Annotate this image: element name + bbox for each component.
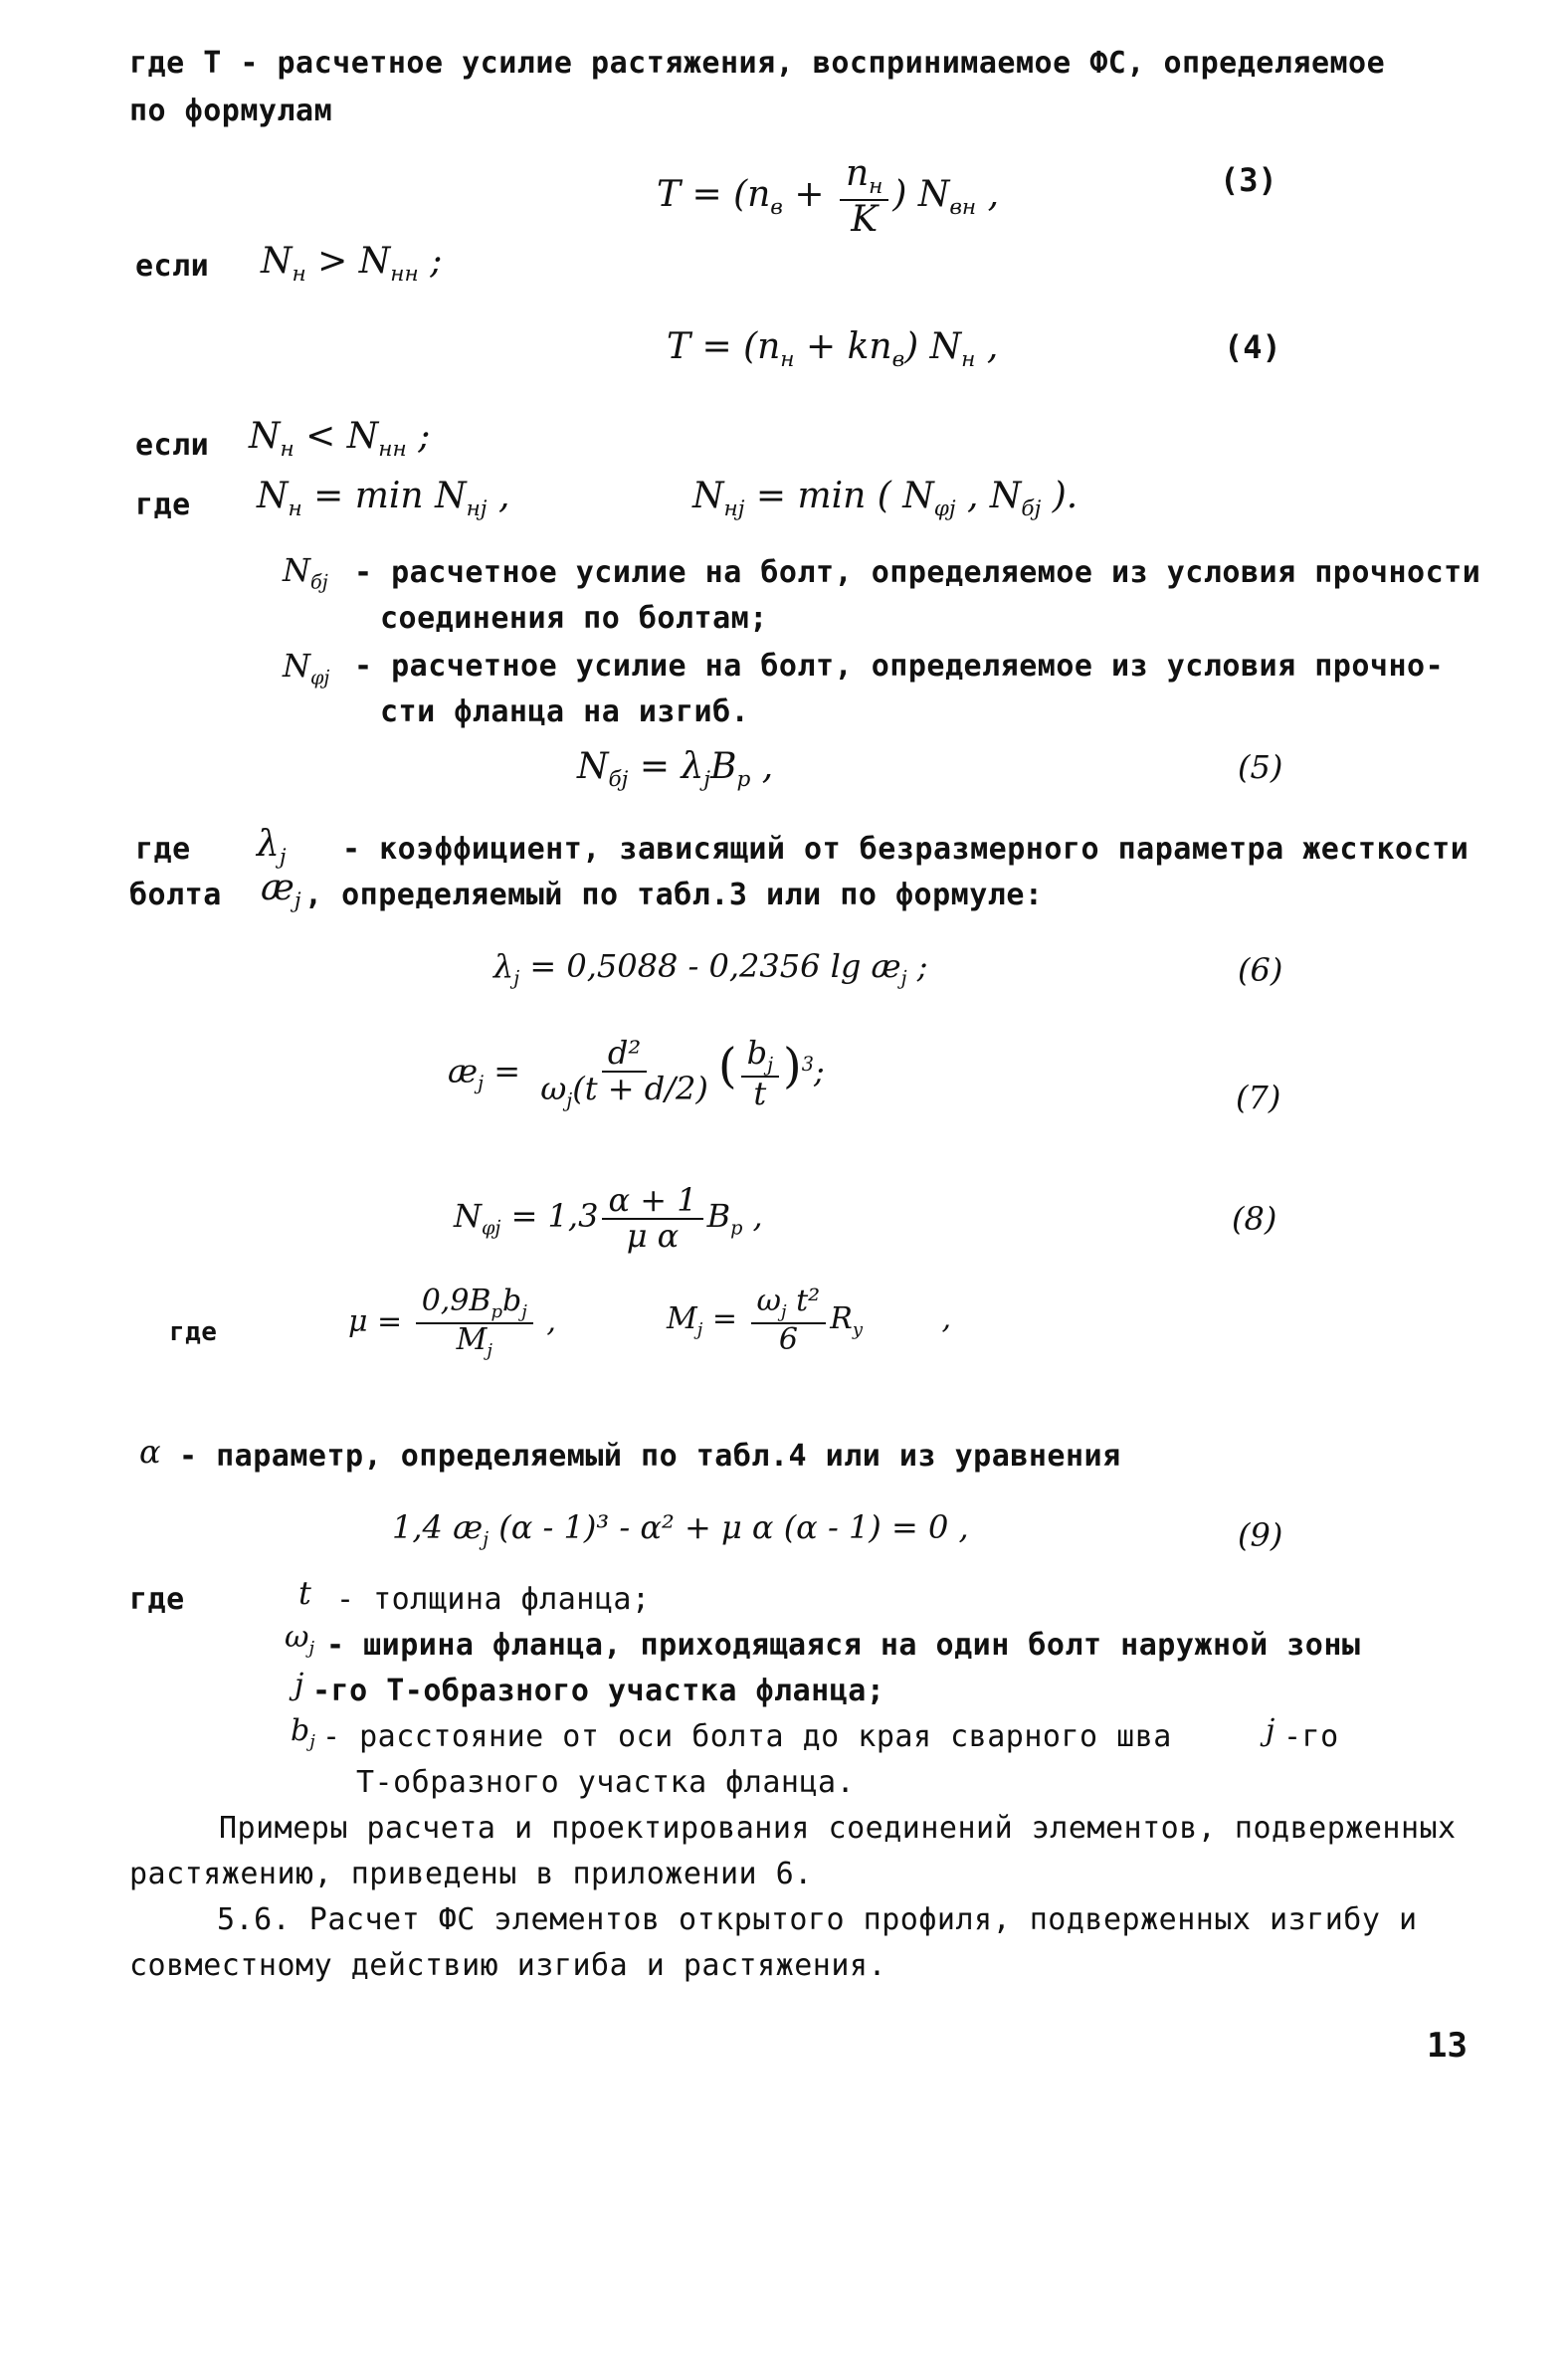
t-symbol: t <box>298 1574 311 1612</box>
w-line-2-j: j <box>294 1668 304 1702</box>
formula-4-number: (4) <box>1224 328 1281 366</box>
section-heading-line-2: совместному действию изгиба и растяжения. <box>129 1948 887 1983</box>
nb-line-2: соединения по болтам; <box>380 601 768 636</box>
condition-2-word: если <box>135 428 210 463</box>
w-symbol: $\omega_j$ <box>285 1620 315 1659</box>
formula-6-number: (6) <box>1238 951 1283 989</box>
para-1-line-2: растяжению, приведены в приложении 6. <box>129 1857 813 1891</box>
nf-line-1: - расчетное усилие на болт, определяемое из условия прочно- <box>354 649 1445 684</box>
lambda-where-word: где <box>135 832 191 867</box>
lambda-line-1: - коэффициент, зависящий от безразмерного параметра жесткости <box>342 832 1470 867</box>
formula-9-number: (9) <box>1238 1516 1283 1554</box>
formula-3: $T = (n_в$ + $\frac{n_н}{K}$ ) $N_{вн}$ , <box>657 153 1000 240</box>
b-symbol: $b_j$ <box>291 1713 315 1752</box>
w-line-2: -го Т-образного участка фланца; <box>312 1674 885 1708</box>
mu-definition: μ = $\frac{0,9B_pb_j}{M_j}$ , <box>348 1284 556 1361</box>
nf-line-2: сти фланца на изгиб. <box>380 694 750 729</box>
lambda-line-2: , определяемый по табл.3 или по формуле: <box>304 878 1044 912</box>
condition-1-word: если <box>135 249 210 284</box>
nb-symbol: $N_{бj}$ <box>283 551 328 594</box>
where-3-word: где <box>129 1582 185 1617</box>
b-line-1-j: j <box>1266 1713 1275 1748</box>
formula-8-number: (8) <box>1232 1200 1277 1238</box>
lambda-symbol: $\lambda_j$ <box>257 824 287 871</box>
b-line-1-end: -го <box>1283 1719 1339 1754</box>
w-line-1: - ширина фланца, приходящаяся на один болт наружной зоны <box>326 1628 1361 1663</box>
intro-line-2: по формулам <box>129 94 333 128</box>
formula-7: $æ_j$ = $\frac{\text{d²}}{\omega_j(t + d/2)}$ ( $\frac{b_j}{t}$ )$^3$; <box>448 1034 825 1112</box>
alpha-symbol: α <box>139 1433 161 1471</box>
formula-8: $N_{\varphi j} = 1,3$ $\frac{\alpha + 1}{\text{μ α}}$ $B_p$ , <box>454 1181 763 1255</box>
where-2-word: где <box>169 1317 218 1347</box>
formula-5: $N_{бj} = \lambda_jB_p$ , <box>577 746 774 793</box>
where-1-word: где <box>135 488 191 522</box>
condition-1-expression: $N_н > N_{нн}$ ; <box>261 241 443 288</box>
condition-2-expression: $N_н < N_{нн}$ ; <box>249 416 431 463</box>
nf-symbol: $N_{\varphi j}$ <box>283 647 330 690</box>
t-line: - толщина фланца; <box>336 1582 651 1617</box>
nb-line-1: - расчетное усилие на болт, определяемое из условия прочности <box>354 555 1481 590</box>
formula-9: 1,4 $æ_j$ (α - 1)³ - α² + μ α (α - 1) = 0 , <box>392 1508 969 1551</box>
formula-4: $T = (n_н + kn_в)$ $N_н$ , <box>667 326 999 373</box>
intro-line-1: где Т - расчетное усилие растяжения, воспринимаемое ФС, определяемое <box>129 46 1386 81</box>
where-1-expression-b: $N_{нj} = \min$ ( $N_{\varphi j}$ , $N_{бj}$ ). <box>692 476 1078 522</box>
section-heading-line-1: 5.6. Расчет ФС элементов открытого профиля, подверженных изгибу и <box>217 1902 1418 1937</box>
b-line-1: - расстояние от оси болта до края сварного шва <box>322 1719 1172 1754</box>
alpha-line: - параметр, определяемый по табл.4 или из уравнения <box>179 1439 1121 1474</box>
formula-7-number: (7) <box>1236 1079 1281 1116</box>
formula-3-number: (3) <box>1220 161 1277 199</box>
m-definition: $M_j$ = $\frac{\omega_j t^2}{6}$ $R_y$ , <box>667 1284 952 1357</box>
where-1-expression-a: $N_н = \min N_{нj}$ , <box>257 476 510 522</box>
page-number: 13 <box>1427 2026 1468 2066</box>
formula-6: $\lambda_j = 0,5088 - 0,2356$ $\lg æ_j$ ; <box>493 947 928 990</box>
para-1-line-1: Примеры расчета и проектирования соединений элементов, подверженных <box>219 1811 1457 1846</box>
kappa-symbol: $æ_j$ <box>261 868 301 914</box>
b-line-2: Т-образного участка фланца. <box>356 1765 856 1800</box>
formula-5-number: (5) <box>1238 748 1283 786</box>
lambda-line-2-word: болта <box>129 878 222 912</box>
